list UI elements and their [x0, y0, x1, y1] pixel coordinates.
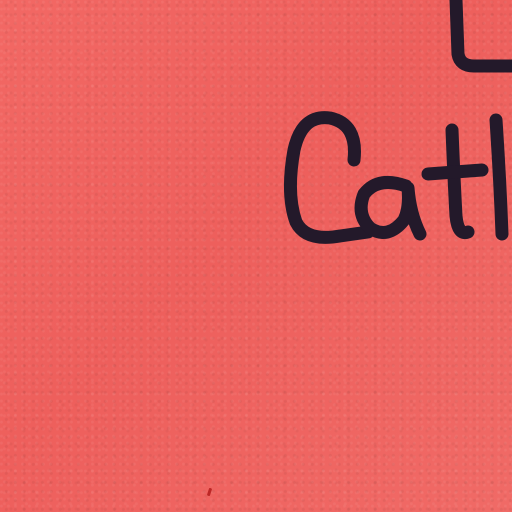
letter-l: [496, 120, 502, 234]
letter-t-stem: [452, 130, 468, 233]
letter-a: [361, 182, 420, 234]
partial-letter-top: [456, 0, 512, 66]
letter-c: [290, 118, 368, 238]
letter-t-cross: [428, 170, 482, 174]
